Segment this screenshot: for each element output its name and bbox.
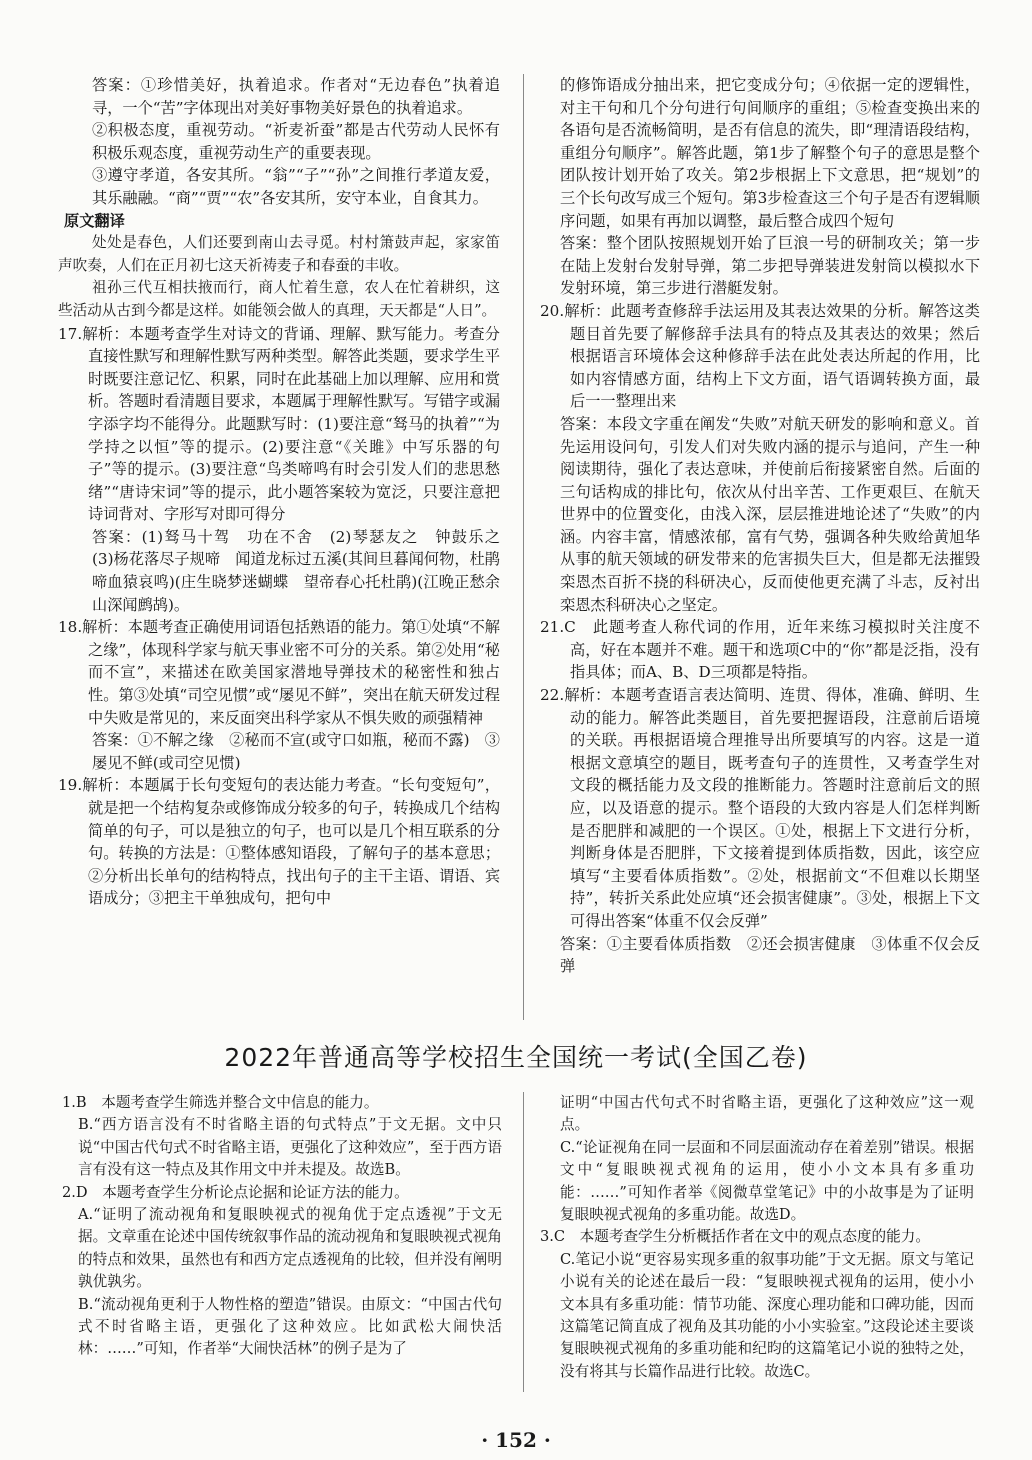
bottom-right-column [540, 1092, 974, 1383]
top-left-column [58, 74, 516, 910]
translation-para-2: 祖孙三代互相扶掖而行，商人忙着生意，农人在忙着耕织，这些活动从古到今都是这样。如能领会做人的真理，天天都是“人日”。 [58, 279, 500, 319]
question-20-answer: 答案：本段文字重在阐发“失败”对航天研发的影响和意义。首先运用设问句，引发人们对失败内涵的提示与追问，产生一种阅读期待，强化了表达意味，并使前后衔接紧密自然。后面的三句话构成的排比句，依次从付出辛苦、工作更艰巨、在航天世界中的位置变化，由浅入深，层层推进地论述了“失败”的内涵。内容丰富，情感浓郁，富有气势，强调各种失败给黄旭华从事的航天领域的研发带来的危害损失巨大，但是都无法摧毁栾恩杰百折不挠的科研决心，反而使他更充满了斗志，反衬出栾恩杰科研决心之坚定。 [560, 414, 980, 614]
question-19-analysis: 19.解析：本题属于长句变短句的表达能力考查。“长句变短句”，就是把一个结构复杂或修饰成分较多的句子，转换成几个结构简单的句子，可以是独立的句子，也可以是几个相互联系的分句。转换的方法是：①整体感知语段，了解句子的基本意思；②分析出长单句的结构特点，找出句子的主干主语、谓语、宾语成分；③把主干单独成句，把句中 [58, 776, 500, 908]
translation-para-1: 处处是春色，人们还要到南山去寻觅。村村箫鼓声起，家家笛声吹奏，人们在正月初七这天祈祷麦子和春蚕的丰收。 [58, 234, 500, 274]
question-3: 3.C 本题考查学生分析概括作者在文中的观点态度的能力。 [540, 1228, 930, 1246]
question-2-option-c: C.“论证视角在同一层面和不同层面流动存在着差别”错误。根据文中“复眼映视式视角的运用，使小小文本具有多重功能：……”可知作者举《阅微草堂笔记》中的小故事是为了证明复眼映视式视角的多重功能。故选D。 [560, 1138, 974, 1224]
question-3-option-c: C.笔记小说“更容易实现多重的叙事功能”于文无据。原文与笔记小说有关的论述在最后一段：“复眼映视式视角的运用，使小小文本具有多重功能：情节功能、深度心理功能和口碑功能，因而这篇笔记简直成了视角及其功能的小小实验室。”这段论述主要谈复眼映视式视角的多重功能和纪昀的这篇笔记小说的独特之处，没有将其与长篇作品进行比较。故选C。 [560, 1250, 974, 1380]
column-divider-top [523, 74, 524, 1020]
question-19-continued: 的修饰语成分抽出来，把它变成分句；④依据一定的逻辑性，对主干句和几个分句进行句间顺序的重组；⑤检查变换出来的各语句是否流畅简明，是否有信息的流失，即“理清语段结构，重组分句顺序”。解答此题，第1步了解整个句子的意思是整个团队按计划开始了攻关。第2步根据上下文意思，把“规划”的三个长句改写成三个短句。第3步检查这三个句子是否有逻辑顺序问题，如果有再加以调整，最后整合成四个短句 [560, 76, 980, 230]
question-22-analysis: 22.解析：本题考查语言表达简明、连贯、得体，准确、鲜明、生动的能力。解答此类题目，首先要把握语段，注意前后语境的关联。再根据语境合理推导出所要填写的内容。这是一道根据文意填空的题目，既考查句子的连贯性，又考查学生对文段的概括能力及文段的推断能力。答题时注意前后文的照应，以及语意的提示。整个语段的大致内容是人们怎样判断是否肥胖和减肥的一个误区。①处，根据上下文进行分析，判断身体是否肥胖，下文接着提到体质指数，因此，该空应填写“主要看体质指数”。②处，根据前文“不但难以长期坚持”，转折关系此处应填“还会损害健康”。③处，根据上下文可得出答案“体重不仅会反弹” [540, 686, 980, 930]
bottom-left-column [62, 1092, 502, 1361]
question-21: 21.C 此题考查人称代词的作用，近年来练习模拟时关注度不高，好在本题并不难。题干和选项C中的“你”都是泛指，没有指具体；而A、B、D三项都是特指。 [540, 618, 980, 682]
question-2-option-b: B.“流动视角更利于人物性格的塑造”错误。由原文：“中国古代句式不时省略主语，更强化了这种效应。比如武松大闹快活林：……”可知，作者举“大闹快活林”的例子是为了 [78, 1295, 502, 1358]
question-2-option-a: A.“证明了流动视角和复眼映视式的视角优于定点透视”于文无据。文章重在论述中国传统叙事作品的流动视角和复眼映视式视角的特点和效果，虽然也有和西方定点透视角的比较，但并没有阐明孰优孰劣。 [78, 1206, 502, 1291]
page-number: · 152 · [481, 1428, 551, 1452]
question-19-answer: 答案：整个团队按照规划开始了巨浪一号的研制攻关；第一步在陆上发射台发射导弹，第二步把导弹装进发射筒以模拟水下发射环境，第三步进行潜艇发射。 [560, 234, 980, 298]
question-17-analysis: 17.解析：本题考查学生对诗文的背诵、理解、默写能力。考查分直接性默写和理解性默写两种类型。解答此类题，要求学生平时既要注意记忆、积累，同时在此基础上加以理解、应用和赏析。答题时看清题目要求，本题属于理解性默写。写错字或漏字添字均不能得分。此题默写时：(1)要注意“驽马的执着”“为学持之以恒”等的提示。(2)要注意“《关雎》中写乐器的句子”等的提示。(3)要注意“鸟类啼鸣有时会引发人们的悲思愁绪”“唐诗宋词”等的提示，此小题答案较为宽泛，只要注意把诗词背对、字形写对即可得分 [58, 324, 500, 524]
question-1-option-b: B.“西方语言没有不时省略主语的句式特点”于文无据。文中只说“中国古代句式不时省略主语，更强化了这种效应”，至于西方语言有没有这一特点及其作用文中并未提及。故选B。 [78, 1116, 502, 1179]
question-17-answer: 答案：(1)驽马十驾 功在不舍 (2)琴瑟友之 钟鼓乐之 (3)杨花落尽子规啼 闻道龙标过五溪(其间旦暮闻何物，杜鹃啼血猿哀鸣)(庄生晓梦迷蝴蝶 望帝春心托杜鹃)(江晚正愁余 山深闻鹧鸪)。 [92, 527, 516, 614]
question-2-continued: 证明“中国古代句式不时省略主语，更强化了这种效应”这一观点。 [560, 1094, 974, 1134]
question-18-analysis: 18.解析：本题考查正确使用词语包括熟语的能力。第①处填“不解之缘”，体现科学家与航天事业密不可分的关系。第②处用“秘而不宣”，来描述在欧美国家潜地导弹技术的秘密性和独占性。第③处填“司空见惯”或“屡见不鲜”，突出在航天研发过程中失败是常见的，来反面突出科学家从不惧失败的顽强精神 [58, 618, 500, 727]
question-22-answer: 答案：①主要看体质指数 ②还会损害健康 ③体重不仅会反弹 [560, 934, 980, 976]
translation-heading: 原文翻译 [64, 211, 125, 230]
answer-16-part3: ③遵守孝道，各安其所。“翁”“子”“孙”之间推行孝道友爱，其乐融融。“商”“贾”“农”各安其所，安守本业，自食其力。 [92, 166, 500, 207]
question-1: 1.B 本题考查学生筛选并整合文中信息的能力。 [62, 1094, 379, 1111]
section-title: 2022年普通高等学校招生全国统一考试(全国乙卷) [224, 1043, 808, 1072]
question-2: 2.D 本题考查学生分析论点论据和论证方法的能力。 [62, 1183, 409, 1201]
answer-16-part1: 答案：①珍惜美好，执着追求。作者对“无边春色”执着追寻，一个“苦”字体现出对美好事物美好景色的执着追求。 [92, 76, 500, 117]
question-18-answer: 答案：①不解之缘 ②秘而不宣(或守口如瓶，秘而不露) ③屡见不鲜(或司空见惯) [92, 731, 500, 772]
column-divider-bottom [523, 1092, 524, 1392]
answer-16-part2: ②积极态度，重视劳动。“祈麦祈蚕”都是古代劳动人民怀有积极乐观态度，重视劳动生产的重要表现。 [92, 121, 500, 162]
question-20-analysis: 20.解析：此题考查修辞手法运用及其表达效果的分析。解答这类题目首先要了解修辞手法具有的特点及其表达的效果；然后根据语言环境体会这种修辞手法在此处表达所起的作用，比如内容情感方面，结构上下文方面，语气语调转换方面，最后一一整理出来 [540, 301, 980, 411]
top-right-column [540, 74, 980, 978]
